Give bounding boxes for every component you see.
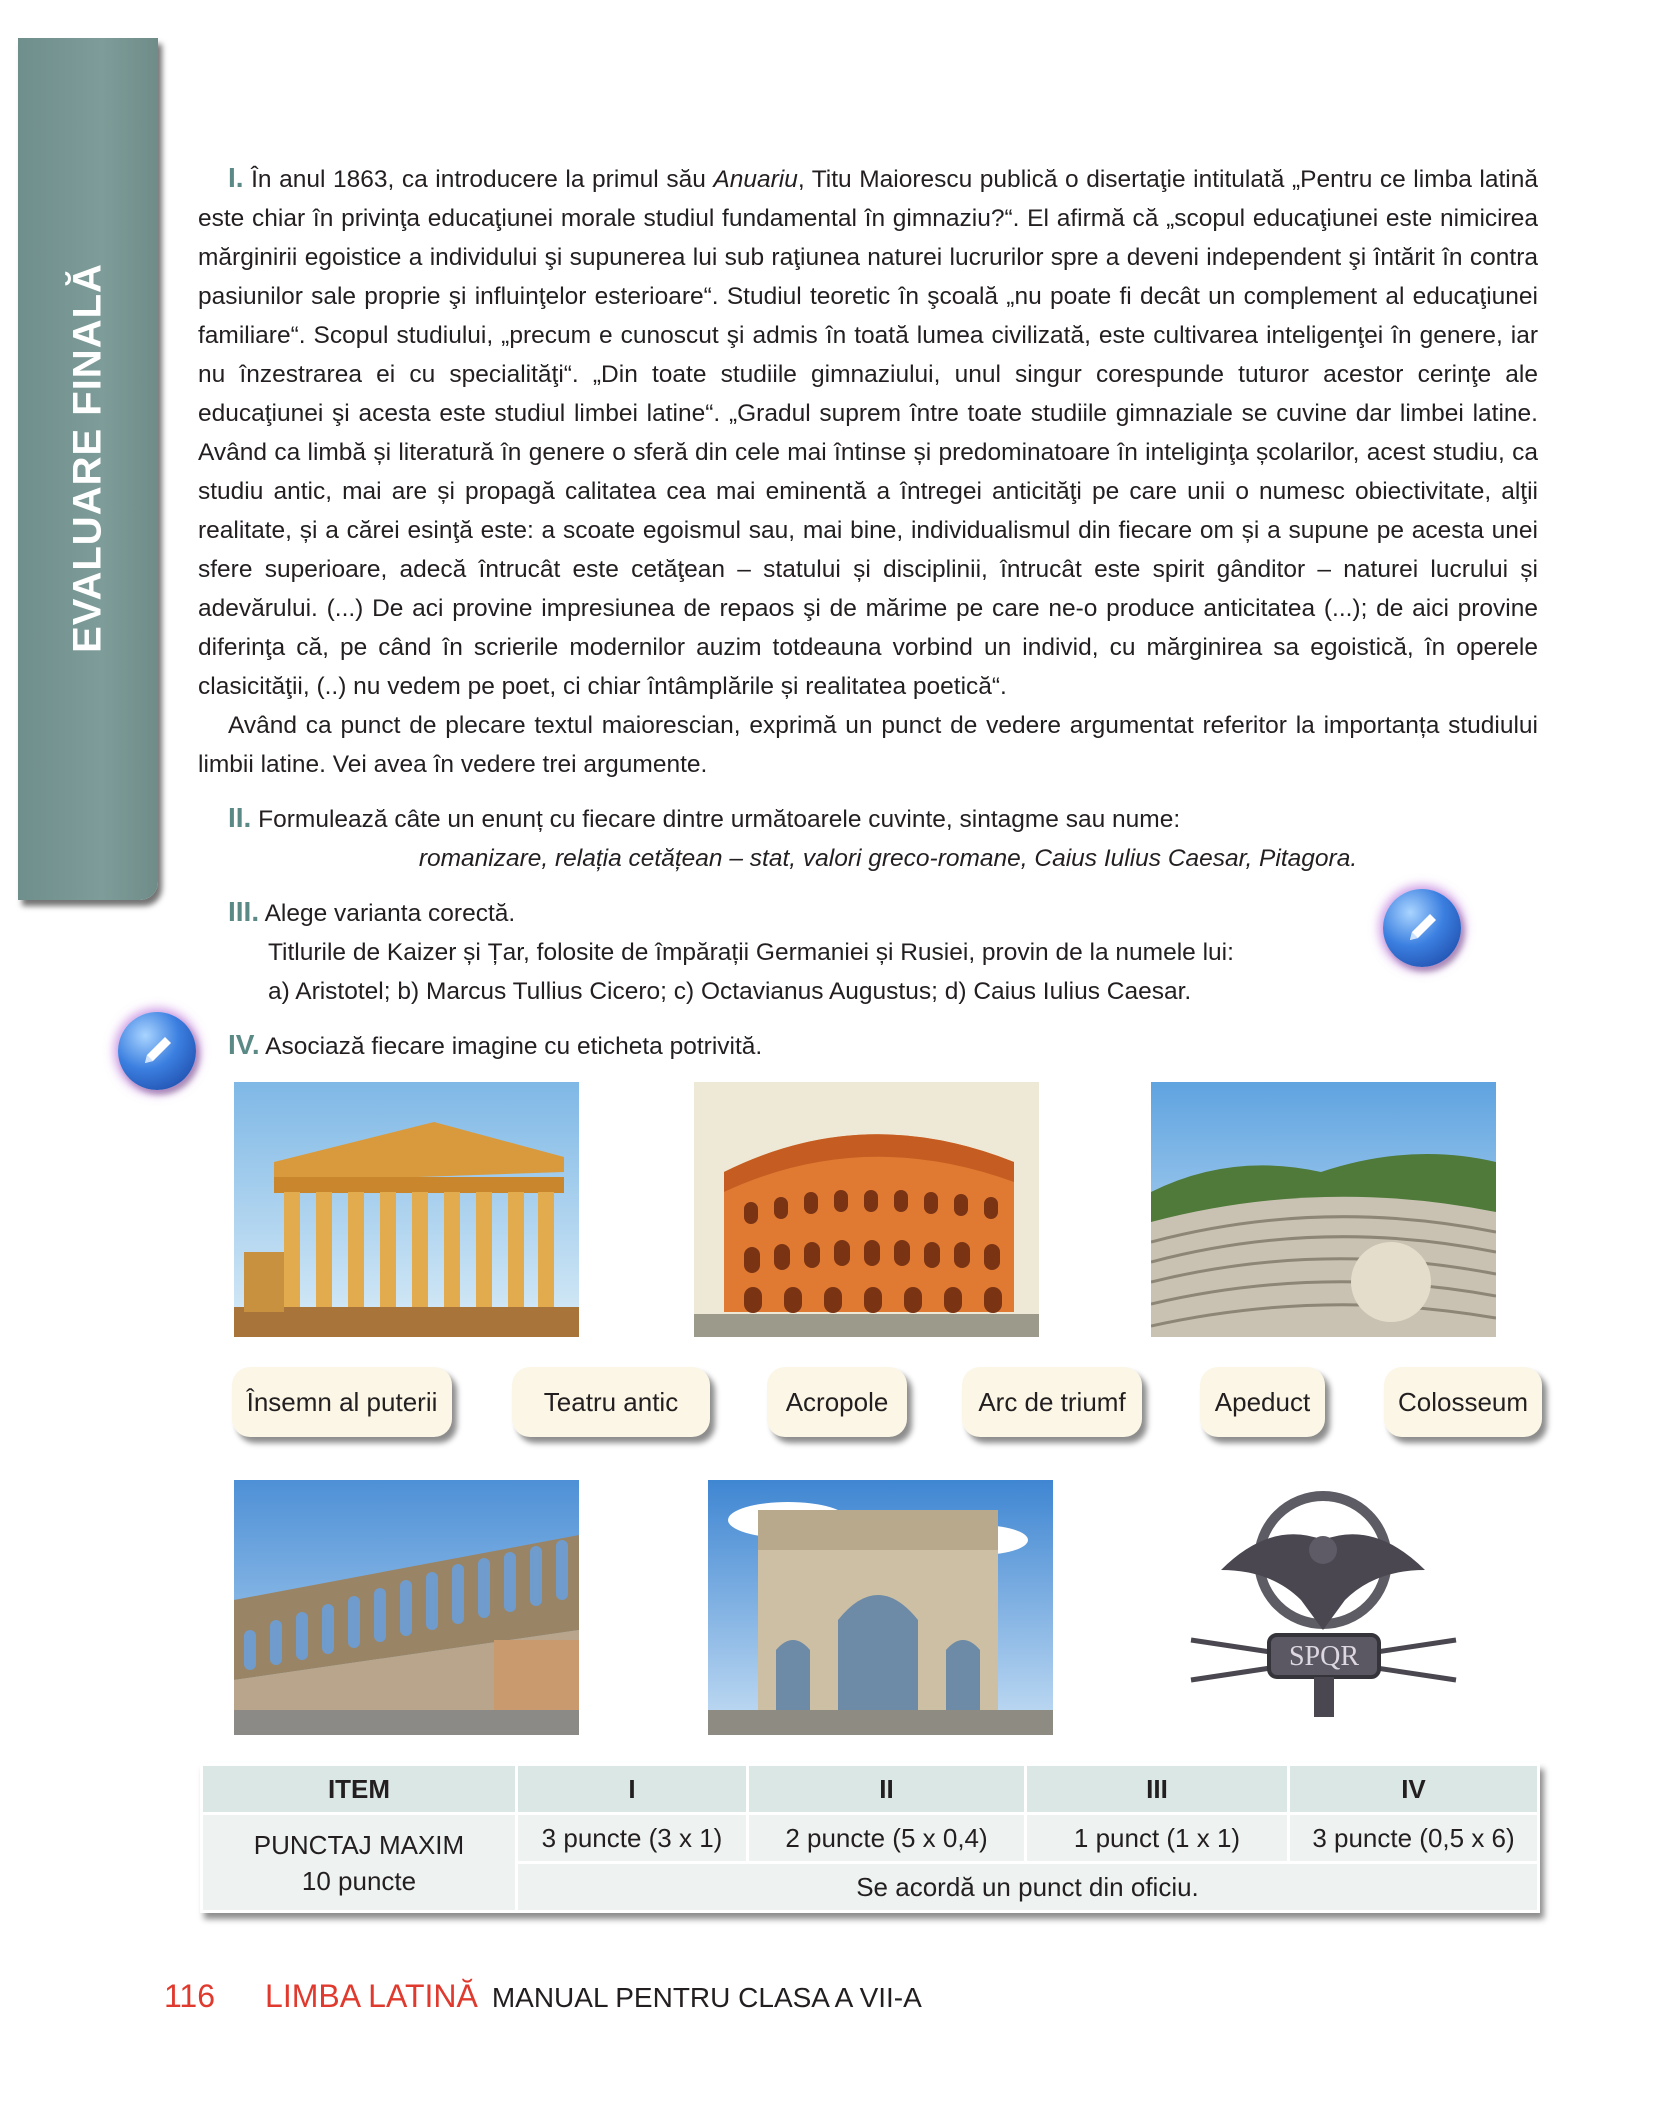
item1-text-b: , Titu Maiorescu publică o disertaţie intitulată „Pentru ce limba latină este chiar în privinţa educaţiunei morale studiul fundamental în gimnaziu?“. El afirmă că „scopul educaţiunei este nimicirea mărginirii egoistice a individului şi supunerea lui sub raţiunea naturei lucrurilor spre a deveni independent şi întărit în contra pasiunilor sale proprie şi influinţelor esterioare“. Studiul teoretic în şcoală „nu poate fi decât un complement al educaţiunei familiare“. Scopul studiului, „precum e cunoscut şi admis în toată lumea civilizată, este cultivarea inteligenţei în genere, iar nu înzestrarea ei cu specialităţi“. „Din toate studiile gimnaziului, unul singur corespunde tuturor acestor cerinţe ale educaţiunei şi acesta este studiul limbei latine“. „Gradul suprem între toate studiile gimnaziale se cuvine dar limbei latine. Având ca limbă și literatură în genere o sferă din cele mai întinse și predominatoare în inteliginţa școlarilor, acest studiu, ca studiu antic, mai are și propagă calitatea cea mai eminentă a întregei anticităţi pe care unii o numesc obiectivitate, alţii realitate, și a cărei esinţă este: a scoate egoismul sau, mai bine, individualismul din fiecare om și a supune pe acesta unei sfere superioare, adecă întrucât este cetăţean – statului și disciplinii, întrucât este spirit gânditor – naturei lucrului și adevărului. (...) De aci provine impresiunea de repaos şi de mărime pe care ne-o produce anticitatea (...); de aici provine diferinţa că, pe când în scrierile modernilor auzim totdeauna vorbind un individ, cu mărginirea sa egoistică, în operele clasicităţii, (..) nu vedem pe poet, ci chiar întâmplările și realitatea poetică“. [198,166,1538,700]
score-value: 2 puncte (5 x 0,4) [748,1814,1026,1863]
score-table [200,1763,1540,1913]
item4-number: IV. [228,1029,260,1060]
pencil-badge-icon [118,1012,196,1090]
score-value: 3 puncte (3 x 1) [517,1814,748,1863]
score-label-2: 10 puncte [301,1865,417,1896]
label-chip[interactable]: Apeduct [1200,1367,1325,1437]
item3-text: Alege varianta corectă. [264,900,516,927]
item4-text: Asociază fiecare imagine cu eticheta potrivită. [265,1033,763,1060]
spqr-plaque-text: SPQR [1288,1641,1360,1672]
colosseum-image[interactable] [694,1082,1039,1337]
score-label-1: PUNCTAJ MAXIM [253,1829,465,1860]
score-value: 1 punct (1 x 1) [1026,1814,1289,1863]
header-ii: II [748,1765,1026,1814]
side-tab [18,38,158,900]
header-item: ITEM [202,1765,517,1814]
triumphal-arch-image[interactable] [708,1480,1053,1735]
score-row-label [202,1814,517,1912]
aqueduct-image[interactable] [234,1480,579,1735]
item3-question: Titlurile de Kaizer și Țar, folosite de împărații Germaniei și Rusiei, provin de la numele lui: [268,939,1234,966]
item3-number: III. [228,896,260,927]
item1-text-italic: Anuariu [713,166,798,193]
item2-paragraph [198,798,1538,839]
item3-paragraph [198,892,1538,933]
item3-options: a) Aristotel; b) Marcus Tullius Cicero; c) Octavianus Augustus; d) Caius Iulius Caesar. [268,978,1192,1005]
item4-paragraph [198,1025,1538,1066]
item1-task: Având ca punct de plecare textul maiorescian, exprimă un punct de vedere argumentat referitor la importanța studiului limbii latine. Vei avea în vedere trei argumente. [198,712,1538,778]
label-chips [0,1367,1654,1447]
item2-list: romanizare, relația cetățean – stat, valori greco-romane, Caius Iulius Caesar, Pitagora. [418,845,1358,872]
label-chip[interactable]: Teatru antic [512,1367,710,1437]
pencil-badge-icon [1383,889,1461,967]
label-chip[interactable]: Însemn al puterii [232,1367,452,1437]
label-chip[interactable]: Arc de triumf [962,1367,1142,1437]
item1-text-a: În anul 1863, ca introducere la primul său [251,166,714,193]
item1-number: I. [228,162,244,193]
parthenon-image[interactable] [234,1082,579,1337]
side-tab-label: EVALUARE FINALĂ [65,263,110,653]
item2-text: Formulează câte un enunț cu fiecare dintre următoarele cuvinte, sintagme sau nume: [258,806,1181,833]
label-chip[interactable]: Colosseum [1384,1367,1542,1437]
ancient-theatre-image[interactable] [1151,1082,1496,1337]
book-subtitle: MANUAL PENTRU CLASA A VII-A [491,1982,922,2013]
label-chip[interactable]: Acropole [767,1367,907,1437]
header-iii: III [1026,1765,1289,1814]
page-footer [164,1978,922,2015]
roman-eagle-image[interactable] [1151,1480,1496,1735]
book-title: LIMBA LATINĂ [265,1978,478,2014]
item1-paragraph [198,158,1538,706]
score-value: 3 puncte (0,5 x 6) [1289,1814,1539,1863]
header-iv: IV [1289,1765,1539,1814]
item2-number: II. [228,802,252,833]
exercise-content [198,158,1538,1066]
page-number: 116 [164,1978,216,2014]
header-i: I [517,1765,748,1814]
score-note: Se acordă un punct din oficiu. [517,1863,1539,1912]
